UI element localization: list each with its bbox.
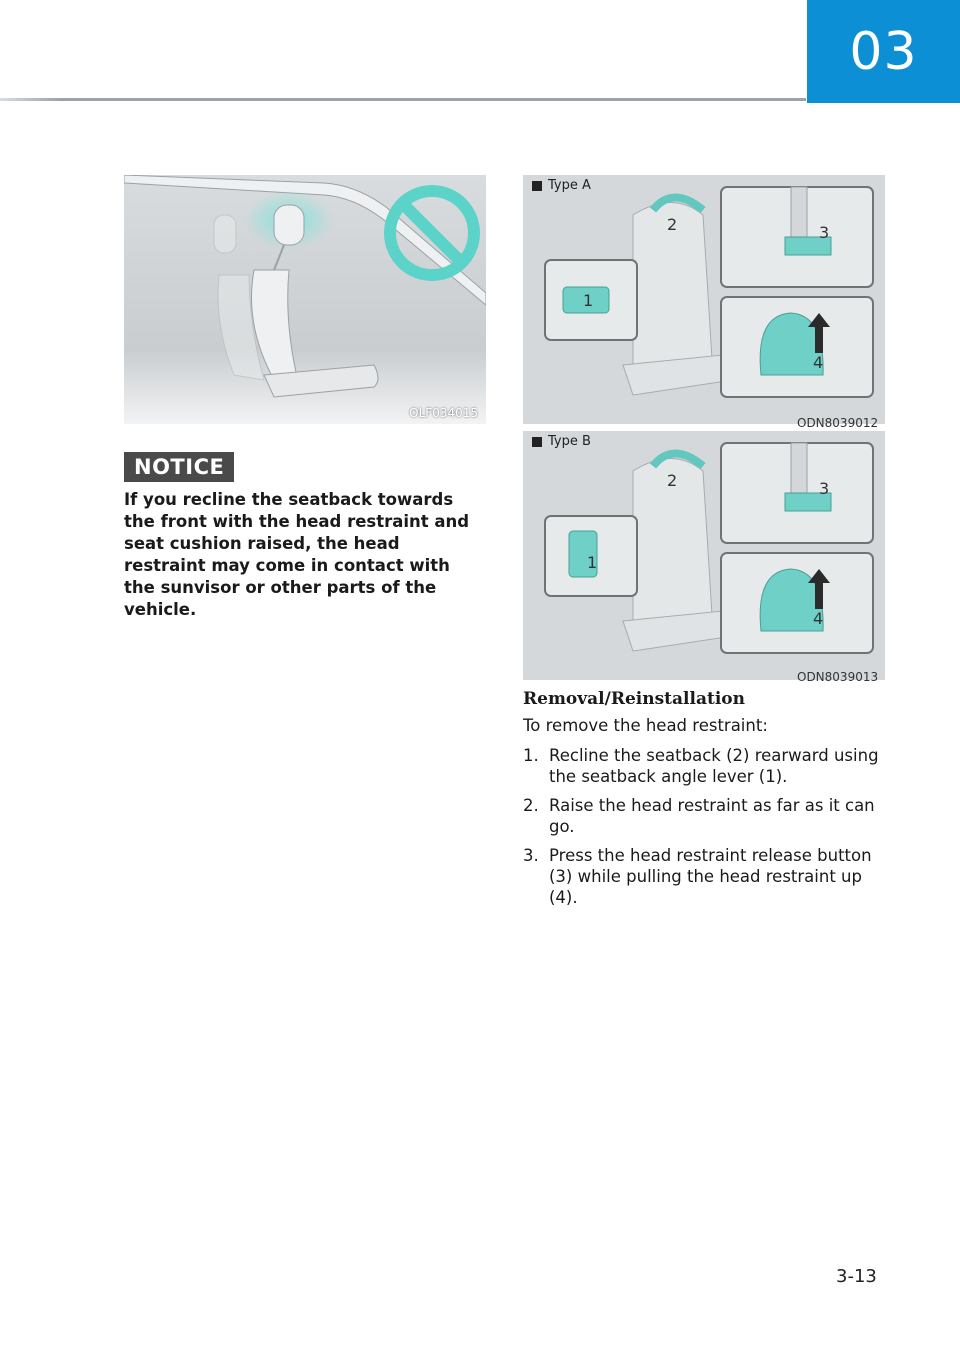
- bullet-square-icon: [532, 437, 542, 447]
- chapter-tab: 03: [807, 0, 960, 103]
- list-item: 2. Raise the head restraint as far as it can go.: [523, 796, 875, 836]
- callout-2: 2: [667, 471, 678, 490]
- header-rule-fade: [0, 98, 60, 101]
- page-number: 3-13: [836, 1266, 877, 1287]
- intro-paragraph: To remove the head restraint:: [523, 716, 768, 735]
- figure-code: ODN8039013: [797, 670, 879, 684]
- list-item: 3. Press the head restraint release button (3) while pulling the head restraint up (4).: [523, 846, 872, 907]
- list-item: 1. Recline the seatback (2) rearward using the seatback angle lever (1).: [523, 746, 879, 786]
- callout-2: 2: [667, 215, 678, 234]
- figure-recline-warning: [124, 175, 486, 424]
- figure-type-a: [523, 175, 885, 424]
- callout-1: 1: [587, 553, 598, 572]
- figure-code: ODN8039012: [797, 416, 879, 430]
- notice-text: If you recline the seatback towards the front with the head restraint and seat cushion raised, the head restraint may come in contact with the sunvisor or other parts of the vehicle.: [124, 490, 470, 619]
- callout-4: 4: [813, 609, 824, 628]
- callout-4: 4: [813, 353, 824, 372]
- notice-badge: NOTICE: [124, 452, 234, 482]
- bullet-square-icon: [532, 181, 542, 191]
- header-rule: [0, 98, 806, 101]
- type-b-label: Type B: [532, 434, 591, 449]
- figure-code: OLF034015: [409, 406, 478, 420]
- callout-3: 3: [819, 223, 830, 242]
- callout-1: 1: [583, 291, 594, 310]
- callout-3: 3: [819, 479, 830, 498]
- figure-type-b: [523, 431, 885, 680]
- type-a-label: Type A: [532, 178, 591, 193]
- steps-list: [523, 745, 893, 916]
- section-title: Removal/Reinstallation: [523, 689, 745, 709]
